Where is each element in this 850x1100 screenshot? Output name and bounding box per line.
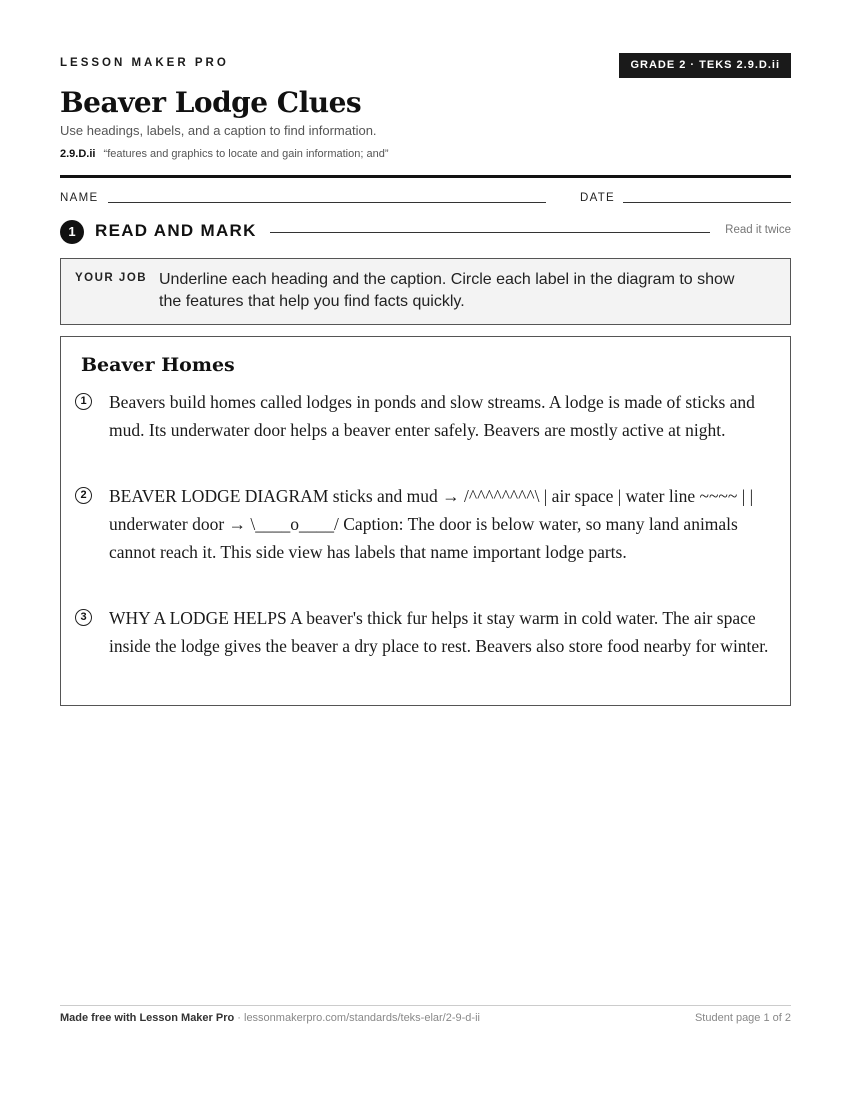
page-subtitle: Use headings, labels, and a caption to find information. <box>60 123 377 138</box>
job-text: Underline each heading and the caption. Circle each label in the diagram to show the features that help you find facts quickly. <box>159 271 735 310</box>
footer-url: · lessonmakerpro.com/standards/teks-elar/2-9-d-ii <box>234 1012 480 1024</box>
footer-page-number: Student page 1 of 2 <box>694 1012 791 1024</box>
section-divider <box>270 232 710 233</box>
header-divider <box>60 175 791 178</box>
paragraph-text: WHY A LODGE HELPS A beaver's thick fur helps it stay warm in cold water. The air space inside the lodge gives the beaver a dry place to rest. Beavers also store food nearby for winter. <box>109 608 769 656</box>
worksheet-page <box>60 0 791 1100</box>
name-field[interactable] <box>108 202 546 203</box>
passage-title: Beaver Homes <box>81 354 235 376</box>
paragraph-text: Beavers build homes called lodges in ponds and slow streams. A lodge is made of sticks and mud. Its underwater door helps a beaver enter safely. Beavers are mostly active at night. <box>109 392 755 440</box>
paragraph-number: 2 <box>75 487 92 504</box>
page-title: Beaver Lodge Clues <box>60 86 362 119</box>
section-note: Read it twice <box>725 224 791 236</box>
brand-name: LESSON MAKER PRO <box>60 57 229 69</box>
standard-code: 2.9.D.ii <box>60 148 96 160</box>
standard-text: “features and graphics to locate and gain information; and” <box>103 148 389 160</box>
footer-credit <box>60 1012 480 1024</box>
date-label: DATE <box>580 192 616 204</box>
paragraph-number: 3 <box>75 609 92 626</box>
date-field[interactable] <box>623 202 791 203</box>
paragraph-number: 1 <box>75 393 92 410</box>
section-title: READ AND MARK <box>95 221 257 240</box>
section-number-badge: 1 <box>60 220 84 244</box>
name-label: NAME <box>60 192 99 204</box>
footer-divider <box>60 1005 791 1006</box>
job-instructions-box <box>60 258 791 325</box>
standard-line <box>60 148 388 160</box>
footer-made-with: Made free with Lesson Maker Pro <box>60 1012 235 1024</box>
paragraph-text: BEAVER LODGE DIAGRAM sticks and mud → /^^^^^^^^\ | air space | water line ~~~~ | | underwater door → \____o____/ Caption: The door is below water, so many land animals cannot reach it. This side view has labels that name important lodge parts. <box>109 486 754 562</box>
reading-passage <box>60 336 791 706</box>
job-label: YOUR JOB <box>75 272 148 284</box>
grade-badge: GRADE 2 · TEKS 2.9.D.ii <box>619 53 791 78</box>
